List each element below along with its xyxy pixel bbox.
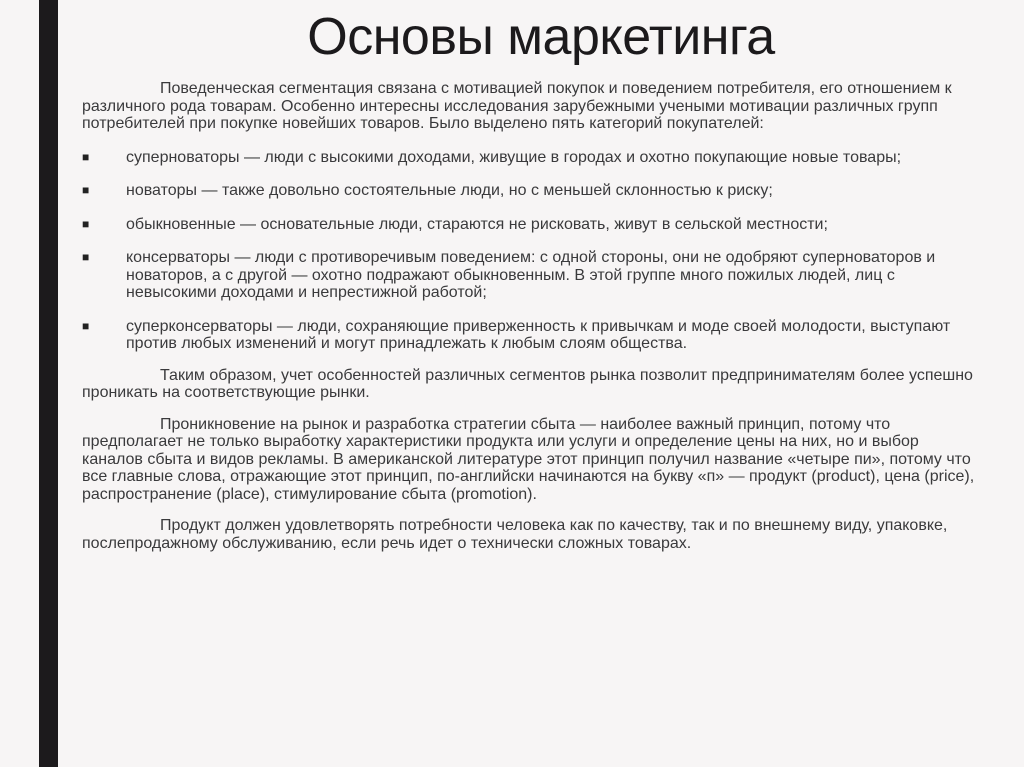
square-bullet-icon: ■ — [82, 250, 90, 264]
list-item-text: консерваторы — люди с противоречивым поведением: с одной стороны, они не одобряют суперноваторов и новаторов, а с другой — охотно подражают обыкновенным. В этой группе много пожилых людей, лиц с невысокими доходами и непрестижной работой; — [126, 249, 936, 301]
list-item-text: новаторы — также довольно состоятельные люди, но с меньшей склонностью к риску; — [126, 182, 773, 199]
page-title: Основы маркетинга — [307, 8, 775, 66]
list-item — [82, 216, 982, 234]
list-item — [82, 149, 982, 167]
list-item — [82, 182, 982, 200]
slide-body — [82, 80, 982, 552]
square-bullet-icon: ■ — [82, 216, 90, 231]
left-accent-bar — [39, 0, 58, 767]
buyer-categories-list — [82, 149, 982, 353]
square-bullet-icon: ■ — [82, 149, 90, 164]
list-item-text: обыкновенные — основательные люди, стараются не рисковать, живут в сельской местности; — [126, 215, 828, 233]
square-bullet-icon: ■ — [82, 183, 90, 197]
four-p-paragraph: Проникновение на рынок и разработка стратегии сбыта — наиболее важный принцип, потому что предполагает не только выработку характеристики продукта или услуги и определение цены на них, но и выбор каналов сбыта и видов рекламы. В американской литературе этот принцип получил название «четыре пи», потому что все главные слова, отражающие этот принцип, по-английски начинаются на букву «п» — продукт (product), цена (price), распространение (place), стимулирование сбыта (promotion). — [82, 415, 975, 503]
conclusion-paragraph: Таким образом, учет особенностей различных сегментов рынка позволит предпринимателям более успешно проникать на соответствующие рынки. — [82, 366, 973, 401]
list-item — [82, 318, 982, 353]
list-item-text: суперконсерваторы — люди, сохраняющие приверженность к привычкам и моде своей молодости, выступают против любых изменений и могут принадлежать к любым слоям общества. — [126, 317, 951, 352]
intro-paragraph: Поведенческая сегментация связана с мотивацией покупок и поведением потребителя, его отношением к различного рода товарам. Особенно интересны исследования зарубежными учеными мотивации различных групп потребителей при покупке новейших товаров. Было выделено пять категорий покупателей: — [82, 80, 952, 132]
list-item-text: суперноваторы — люди с высокими доходами, живущие в городах и охотно покупающие новые товары; — [126, 148, 902, 166]
list-item — [82, 249, 982, 302]
product-paragraph: Продукт должен удовлетворять потребности человека как по качеству, так и по внешнему виду, упаковке, послепродажному обслуживанию, если речь идет о технически сложных товарах. — [82, 517, 948, 552]
square-bullet-icon: ■ — [82, 318, 90, 333]
